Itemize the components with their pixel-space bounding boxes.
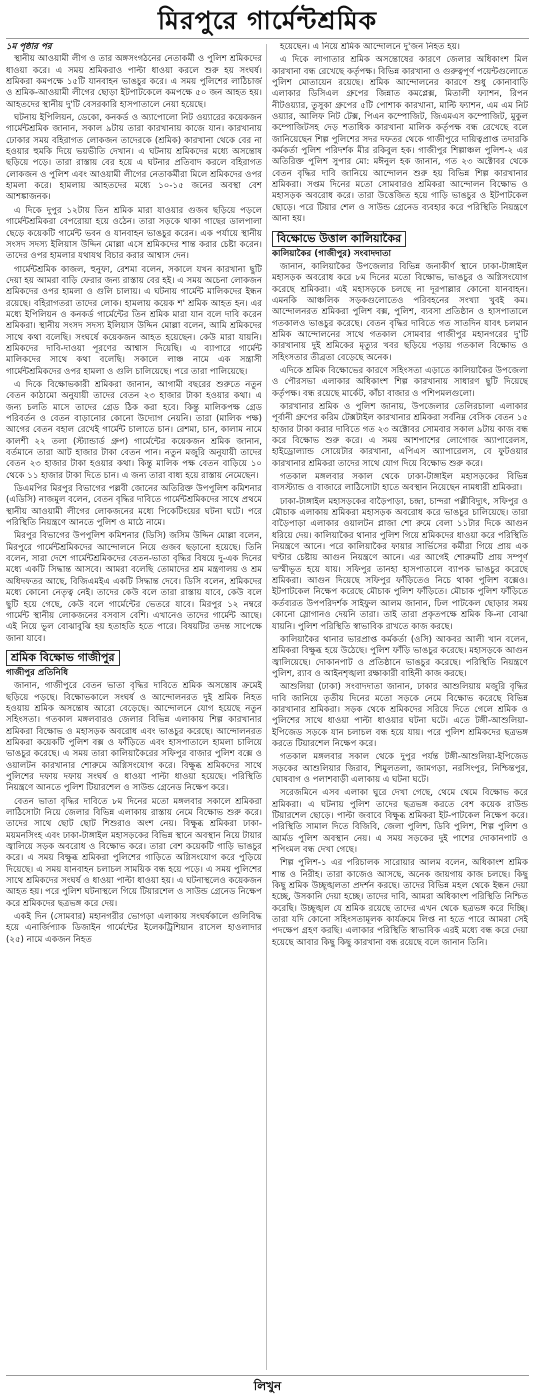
article-paragraph: কালিয়াকৈর থানার ভারপ্রাপ্ত কর্মকর্তা (ওসি) আকবর আলী খান বলেন, শ্রমিকরা বিক্ষুব্ধ হয়ে উঠেছে। পুলিশ ফাঁড়ি ভাঙচুর করেছে। মহাসড়কে আগুন জ্বালিয়েছে। দোকানপাট ও প্রতিষ্ঠানে ভাঙচুর করেছে। পরিস্থিতি নিয়ন্ত্রণে পুলিশ, র‍্যাব ও আইনশৃঙ্খলা রক্ষাকারী বাহিনী কাজ করছে। <box>272 634 528 679</box>
article-paragraph: এ দিকে লাগাতার শ্রমিক অসন্তোষের কারণে জেলার অধিকাংশ মিল কারখানা বন্ধ রেখেছে কর্তৃপক্ষ। বিভিন্ন কারখানা ও গুরুত্বপূর্ণ পয়েন্টগুলোতে পুলিশ মোতায়েন রয়েছে। শ্রমিক আন্দোলনের কারণে শুধু কোনাবাড়ি এলাকার ডিসিএল গ্রুপের জিন্নাত কমপ্লেক্স, মিতালী ফ্যাশন, রিপন নীটওয়্যার, তুসুকা গ্রুপের ৫টি পোশাক কারখানা, মাল্টি ফ্যাশন, এম এম নিট ওয়্যার, আলিফ নিট টেক্স, পিএন কম্পোজিট, জিএমএস কম্পোজিট, মুকুল কম্পোজিটসহ দেড় শতাধিক কারখানা মালিক কর্তৃপক্ষ বন্ধ রেখেছে বলে জানিয়েছেন শিল্প পুলিশের সদর দফতর থেকে গাজীপুরে দায়িত্বপ্রাপ্ত তদারকি কর্মকর্তা পুলিশ পরিদর্শক মীর রকিবুল হক। গাজীপুর শিল্পাঞ্চল পুলিশ-২ এর অতিরিক্ত পুলিশ সুপার মো: মঈনুল হক জানান, গত ২৩ অক্টোবর থেকে বেতন বৃদ্ধির দাবি জানিয়ে আন্দোলন শুরু হয় বিভিন্ন শিল্প কারখানার শ্রমিকরা। সপ্তম দিনের মতো সোমবারও শ্রমিকরা আন্দোলন বিক্ষোভ ও মহাসড়ক অবরোধ করে। তারা উত্তেজিত হয়ে গাড়ি ভাঙচুর ও ইটপাটকেল ছোড়ে। পরে টিয়ার শেল ও সাউন্ড গ্রেনেড ব্যবহার করে পরিস্থিতি নিয়ন্ত্রণে আনা হয়। <box>272 55 528 225</box>
article-paragraph: গতকাল মঙ্গলবার সকাল থেকে ঢাকা-টাঙ্গাইল মহাসড়কের বিভিন্ন বাসস্ট্যান্ড ও বাজারে লাঠিসোটা হাতে অবস্থান নিয়েছেন নামধারী শ্রমিকরা। <box>272 472 528 494</box>
byline-paragraph <box>6 668 262 679</box>
left-paragraphs-part1 <box>6 54 262 645</box>
article-paragraph: জানান, গাজীপুরে বেতন ভাতা বৃদ্ধির দাবিতে শ্রমিক অসন্তোষ ক্রমেই ছড়িয়ে পড়ছে। বিক্ষোভকালে সংঘর্ষ ও আন্দোলনরত দুই শ্রমিক নিহত হওয়ায় শ্রমিক অসন্তোষ আরো বেড়েছে। আন্দোলনে যোগ হয়েছে নতুন সহিংসতা। গতকাল মঙ্গলবারও জেলার বিভিন্ন এলাকায় শিল্প কারখানার শ্রমিকরা বিক্ষোভ ও মহাসড়ক অবরোধ এবং ভাঙচুর করেছে। আন্দোলনরত শ্রমিকরা কয়েকটি পুলিশ বক্স ও ফাঁড়িতে এবং হাসপাতালে হামলা চালিয়ে ভাঙচুর করেছে। এ সময় তারা কালিয়াকৈরের সফিপুর বাজার পুলিশ বক্সে ও ওয়ালটন কারখানার শোরুমে অগ্নিসংযোগ করে। বিক্ষুব্ধ শ্রমিকদের সাথে পুলিশের দফায় দফায় সংঘর্ষ ও ধাওয়া পাল্টা ধাওয়া হয়েছে। পরিস্থিতি নিয়ন্ত্রণে আনতে পুলিশ টিয়ারশেল ও সাউন্ড গ্রেনেড নিক্ষেপ করে। <box>6 681 262 794</box>
headline-banner <box>6 4 529 39</box>
section-subhead-gazipur: শ্রমিক বিক্ষোভ গাজীপুর <box>6 650 120 666</box>
right-paragraphs-part1 <box>272 42 528 226</box>
article-paragraph: একই দিন (সোমবার) মহানগরীর ভোগড়া এলাকায় সংঘর্ষকালে গুলিবিদ্ধ হয়ে এনার্জিপ্যাক ডিজাইন গার্মেন্টের ইলেকট্রিশিয়ান রাসেল হাওলাদার (২৫) নামে একজন নিহত <box>6 912 262 945</box>
footer-strip: লিখুন <box>6 1375 529 1396</box>
article-paragraph: শিল্প পুলিশ-১ এর পরিচালক সারোয়ার আলম বলেন, অধিকাংশ শ্রমিক শান্ত ও নিরীহ। তারা কাজেও আসছে, অনেক জায়গায় কাজ চলছে। কিছু কিছু শ্রমিক উচ্ছৃঙ্খলতা প্রদর্শন করছে। তাদের বিভিন্ন মহল থেকে ইন্ধন দেয়া হচ্ছে, উসকানি দেয়া হচ্ছে। তাদের দাবি, আমরা অধিকাংশ পরিস্থিতি নিশ্চিত করেছি। উচ্ছৃঙ্খল যে শ্রমিক রয়েছে তাদের এখন থেকে ছত্রভঙ্গ করে দিচ্ছি। তারা যদি কোনো সহিংসতামূলক কার্যক্রমে লিপ্ত না হতে পারে আমরা সেই পদক্ষেপ গ্রহণ করছি। এলাকার পরিস্থিতি স্বাভাবিক এরই মধ্যে বন্ধ করে দেয়া হয়েছে আবার কিছু কিছু কারখানা বন্ধ রয়েছে বলে জানান তিনি। <box>272 858 528 948</box>
article-paragraph: কারখানার শ্রমিক ও পুলিশ জানায়, উপজেলার তেলিরচালা এলাকার পূর্বানী গ্রুপের করিম টেক্সটাইল কারখানার শ্রমিকরা সর্বনিম্ন বেসিক বেতন ১৫ হাজার টাকা করার দাবিতে গত ২৩ অক্টোবর সোমবার সকাল ৯টায় কাজ বন্ধ করে বিক্ষোভ শুরু করে। এ সময় আশপাশের লোগোজ অ্যাপারেলস, হাইড্রোল্যান্ড সোয়েটার কারখানা, এপিএস অ্যাপারেলস, বে ফুটওয়ার কারখানার শ্রমিকরা তাদের সাথে যোগ দিয়ে বিক্ষোভ শুরু করে। <box>272 401 528 469</box>
article-paragraph: সরেজমিনে এসব এলাকা ঘুরে দেখা গেছে, থেমে থেমে বিক্ষোভ করে শ্রমিকরা। এ ঘটনায় পুলিশ তাদের ছত্রভঙ্গ করতে বেশ কয়েক রাউন্ড টিয়ারশেল ছোড়ে। পাল্টা জবাবে বিক্ষুব্ধ শ্রমিকরা ইট-পাটকেল নিক্ষেপ করে। পরিস্থিতি সামাল দিতে বিজিবি, জেলা পুলিশ, ডিবি পুলিশ, শিল্প পুলিশ ও আর্মড পুলিশ অবস্থান নেয়। এ সময় সড়কের দুই পাশের দোকানপাট ও শপিংমল বন্ধ দেখা গেছে। <box>272 788 528 856</box>
right-paragraphs-part2 <box>272 262 528 949</box>
byline-kaliakair: কালিয়াকৈর (গাজীপুর) সংবাদদাতা <box>272 248 392 259</box>
article-paragraph: হয়েছেন। এ নিয়ে শ্রমিক আন্দোলনে দু'জন নিহত হয়। <box>280 42 460 52</box>
left-paragraphs-part2 <box>6 681 262 946</box>
article-paragraph: এদিকে শ্রমিক বিক্ষোভের কারণে সহিংসতা এড়াতে কালিয়াকৈর উপজেলা ও পৌরসভা এলাকার অধিকাংশ শিল্প কারখানায় সাধারণ ছুটি দিয়েছে কর্তৃপক্ষ। বন্ধ রয়েছে মার্কেট, কাঁচা বাজার ও পশিপমলগুলো। <box>272 365 528 399</box>
article-paragraph: ঘটনায় ইপিলিয়ন, ডেকো, কনকর্ড ও অ্যাপোলো নিট ওয়্যারের কয়েকজন গার্মেন্টশ্রমিক জানান, সকাল ৯টায় তারা কারখানায় কাজে যান। কারখানায় ঢোকার সময় বহিরাগত লোকজন তাদেরকে (শ্রমিক) কারখানা থেকে বের না হওয়ার হুমকি দিয়ে ভয়ভীতি দেখান। এ ঘটনায় শ্রমিকদের মধ্যে অসন্তোষ ছড়িয়ে পড়ে। তারা রাস্তায় বের হয়ে এ ঘটনার প্রতিবাদ করলে বহিরাগত লোকজন ও পুলিশ এবং আওয়ামী লীগের নেতাকর্মীরা মিলে শ্রমিকদের ওপর হামলা করে। হামলায় আহতদের মধ্যে ১০-১৫ জনের অবস্থা বেশ আশঙ্কাজনক। <box>6 113 262 203</box>
article-paragraph: মিরপুর বিভাগের উপপুলিশ কমিশনার (ডিসি) জসিম উদ্দিন মোল্লা বলেন, মিরপুরে গার্মেন্টশ্রমিকদের আন্দোলনে নিয়ে গুজব ছড়ানো হয়েছে। তিনি বলেন, সারা দেশে গার্মেন্টশ্রমিকদের বেতন-ভাতা বৃদ্ধির বিষয়ে দু-এক দিনের মধ্যে একটি সিদ্ধান্ত আসবে। আমরা বলেছি তোমাদের শ্রম মন্ত্রণালয় ও শ্রম অধিদফতর আছে, বিজিএমইএ একটি সিদ্ধান্ত দেবে। ডিসি বলেন, শ্রমিকদের মধ্যে কোনো নেতৃত্ব নেই। তাদের কেউ বলে তারা রাস্তায় যাবে, কেউ বলে ছুটি হয়ে গেছে, কেউ বলে গার্মেন্টের ভেতরে যাবে। মিরপুর ১২ নম্বরে গার্মেন্ট স্থানীয় লোকজনের বসবাস বেশি। এখানেও তাদের গার্মেন্ট আছে। এই নিয়ে ভুল বোঝাবুঝি হয় হতাহতি হতে পারে। বিষয়টির তদন্ত সাপেক্ষে জানা যাবে। <box>6 531 262 644</box>
article-paragraph: গতকাল মঙ্গলবার সকাল থেকে দুপুর পর্যন্ত টঙ্গী-আশুলিয়া-ইপিজেড সড়কের আশুলিয়ার জিরাব, শিমুলতলা, জামগড়া, নরসিংপুর, নিশ্চিন্তপুর, ঘোষবাগ ও পলাশবাড়ী এলাকায় এ ঘটনা ঘটে। <box>272 752 528 785</box>
left-column <box>6 42 262 1372</box>
article-paragraph: এ দিকে দুপুর ১২টায় তিন শ্রমিক মারা যাওয়ার গুজব ছড়িয়ে পড়লে গার্মেন্টশ্রমিকরা বেপরোয়া হয়ে ওঠেন। তারা সড়কে থাকা গাছের ডালপালা ছেড়ে কয়েকটি গার্মেন্ট ভবন ও যানবাহন ভাঙচুর করেন। এক পর্যায়ে স্থানীয় সংসদ সদস্য ইলিয়াস উদ্দিন মোল্লা এসে শ্রমিকদের শান্ত করার চেষ্টা করেন। তাদের ওপর হামলার যথাযথ বিচার করার আশ্বাস দেন। <box>6 205 262 262</box>
article-paragraph: বেতন ভাতা বৃদ্ধির দাবিতে ৮ম দিনের মতো মঙ্গলবার সকালে শ্রমিকরা লাঠিসোটা নিয়ে জেলার বিভিন্ন এলাকায় রাস্তায় নেমে বিক্ষোভ শুরু করে। তাদের সাথে ছোট ছোট শিশুরাও অংশ নেয়। বিক্ষুব্ধ শ্রমিকরা ঢাকা-ময়মনসিংহ এবং ঢাকা-টাঙ্গাইল মহাসড়কের বিভিন্ন স্থানে অবস্থান নিয়ে টায়ার জ্বালিয়ে সড়ক অবরোধ ও বিক্ষোভ করে। তারা বেশ কয়েকটি গাড়ি ভাঙচুর করে। এ সময় বিক্ষুব্ধ শ্রমিকরা পুলিশের গাড়িতে অগ্নিসংযোগ করে পুড়িয়ে দিয়েছে। এ সময় যানবাহন চলাচল সাময়িক বন্ধ হয়ে পড়ে। এ সময় পুলিশের সাথে শ্রমিকদের সংঘর্ষ ও ধাওয়া পাল্টা ধাওয়া হয়। এ ঘটনাস্থলেও কয়েকজন আহত হয়। পরে পুলিশ ঘটনাস্থলে গিয়ে টিয়ারশেল ও সাউন্ড গ্রেনেড নিক্ষেপ করে শ্রমিকদের ছত্রভঙ্গ করে দেয়। <box>6 796 262 909</box>
article-paragraph: জানান, কালিয়াকৈর উপজেলার বিভিন্ন জনাকীর্ণ স্থানে ঢাকা-টাঙ্গাইল মহাসড়ক অবরোধ করে ৮ম দিনের মতো বিক্ষোভ, ভাঙচুর ও অগ্নিসংযোগ করেছে শ্রমিকরা। এই মহাসড়কে চলছে না দূরপাল্লার কোনো যানবাহন। এমনকি আঞ্চলিক সড়কগুলোতেও পরিবহনের সংখ্যা খুবই কম। আন্দোলনরত শ্রমিকরা পুলিশ বক্স, পুলিশ, ব্যবসা প্রতিষ্ঠান ও হাসপাতালে গতকালও ভাঙচুর করেছে। বেতন বৃদ্ধির দাবিতে গত সাতদিন যাবৎ চলমান শ্রমিক আন্দোলনের সাথে গতকাল সোমবার গাজীপুর মহানগরের দু'টি কারখানায় দুই শ্রমিকের মৃত্যুর খবর ছড়িয়ে পড়ায় গতকাল বিক্ষোভ ও সহিংসতার তীব্রতা বেড়েছে অনেক। <box>272 261 528 363</box>
article-paragraph: স্থানীয় আওয়ামী লীগ ও তার অঙ্গসংগঠনের নেতাকর্মী ও পুলিশ শ্রমিকদের ধাওয়া করে। এ সময় শ্রমিকরাও পাল্টা ধাওয়া করলে শুরু হয় সংঘর্ষ। শ্রমিকরা কমপক্ষে ১৫টি যানবাহন ভাঙচুর করে। এ সময় পুলিশের লাঠিচার্জ ও শ্রমিক-আওয়ামী লীগের ছোড়া ইটপাটকেলে কমপক্ষে ৫০ জন আহত হয়। আহতদের স্থানীয় দু'টি বেসরকারি হাসপাতালে নেয়া হয়েছে। <box>6 54 262 110</box>
continued-from-kicker: ১ম পৃষ্ঠার পর <box>6 42 52 52</box>
column-divider <box>266 44 267 1370</box>
byline-paragraph <box>272 249 528 260</box>
section-subhead-kaliakair: বিক্ষোভে উত্তাল কালিয়াকৈর <box>272 231 406 247</box>
right-column <box>272 42 528 1372</box>
article-paragraph: আশুলিয়া (ঢাকা) সংবাদদাতা জানান, ঢাকার আশুলিয়ায় মজুরি বৃদ্ধির দাবি জানিয়ে তৃতীয় দিনের মতো সড়কে নেমে বিক্ষোভ করেছে বিভিন্ন কারখানার শ্রমিকরা। সড়ক থেকে শ্রমিকদের সরিয়ে দিতে গেলে শ্রমিক ও পুলিশের সাথে ধাওয়া পাল্টা ধাওয়ার ঘটনা ঘটে। এতে টঙ্গী-আশুলিয়া-ইপিজেড সড়কে যান চলাচল বন্ধ হয়ে যায়। পরে পুলিশ শ্রমিকদের ছত্রভঙ্গ করতে টিয়ারশেল নিক্ষেপ করে। <box>272 682 528 749</box>
headline: মিরপুরে গার্মেন্টশ্রমিক <box>157 6 378 35</box>
article-paragraph: এ দিকে বিক্ষোভকারী শ্রমিকরা জানান, আগামী বছরের শুরুতে নতুন বেতন কাঠামো অনুযায়ী তাদের বেতন ২৩ হাজার টাকা হওয়ার কথা। এ জন্য চলতি মাসে তাদের গ্রেড ঠিক করা হবে। কিন্তু মালিকপক্ষ গ্রেড পরিবর্তন ও বেতন বাড়ানোর কোনো উদ্যোগ নেয়নি। তারা (মালিক পক্ষ) আগের বেতন বহাল রেখেই গার্মেন্ট চালাতে চান। রেশমা, চান, কালাম নামে কালশী ২২ তলা (স্ট্যান্ডার্ড গ্রুপ) গার্মেন্টের কয়েকজন শ্রমিক জানান, বর্তমানে তারা আট হাজার টাকা বেতন পান। নতুন মজুরি অনুযায়ী তাদের বেতন ২৩ হাজার টাকা হওয়ার কথা। কিন্তু মালিক পক্ষ বেতন বাড়িয়ে ১০ থেকে ১১ হাজার টাকা দিতে চান। এ জন্য তারা বাধ্য হয়ে রাস্তায় নেমেছেন। <box>6 379 262 481</box>
article-paragraph: ডিএমপির মিরপুর বিভাগের পল্লবী জোনের অতিরিক্ত উপপুলিশ কমিশনার (এডিসি) নাজমুল বলেন, বেতন বৃদ্ধির দাবিতে গার্মেন্টশ্রমিকদের সাথে প্রথমে স্থানীয় আওয়ামী লীগের লোকজনের মধ্যে পিকেটিংয়ের ঘটনা ঘটে। পরে পরিস্থিতি নিয়ন্ত্রণে আনতে পুলিশ ও মাঠে নামে। <box>6 484 262 529</box>
byline-gazipur: গাজীপুর প্রতিনিধি <box>6 667 69 678</box>
article-paragraph: গার্মেন্টশ্রমিক কাজল, হুনুফা, রেশমা বলেন, সকালে যখন কারখানা ছুটি দেয়া হয় আমরা বাড়ি ফেরার জন্য রাস্তায় বের হই। এ সময় অচেনা লোকজন শ্রমিকদের ওপর হামলা ও গুলি চালায়। এ ঘটনায় গার্মেন্ট মালিকদের ইন্ধন রয়েছে। বহিরাগতরা তাদের লোক। হামলায় কয়েক শ' শ্রমিক আহত হন। এর মধ্যে ইপিলিয়ন ও কনকর্ড গার্মেন্টের তিন শ্রমিক মারা যান বলে দাবি করেন শ্রমিকরা। স্থানীয় সংসদ সদস্য ইলিয়াস উদ্দিন মোল্লা বলেন, আমি শ্রমিকদের সাথে কথা বলেছি। সংঘর্ষে কয়েকজন আহত হয়েছেন। কেউ মারা যায়নি। শ্রমিকদের দাবি-দাওয়া পূরণের আশ্বাস দিয়েছি। এ ব্যাপারে গার্মেন্ট মালিকদের সাথে কথা বলেছি। সকালে লাঞ্চ নামে এক সন্ত্রাসী গার্মেন্টশ্রমিকদের ওপর হামলা ও গুলি চালিয়েছে। পরে তারা পালিয়েছে। <box>6 264 262 377</box>
article-paragraph: ঢাকা-টাঙ্গাইল মহাসড়কের বাড়ৈপাড়া, চন্দ্রা, চান্দরা পল্লীবিদ্যুৎ, সফিপুর ও মৌচাক এলাকায় শ্রমিকরা মহাসড়ক অবরোধ করে ভাঙচুর চালিয়েছে। তারা বাড়ৈপাড়া এলাকার ওয়ালটন প্লাজা শো রুমে বেলা ১১টার দিকে আগুন ধরিয়ে দেয়। কালিয়াকৈর থানার পুলিশ গিয়ে শ্রমিকদের ধাওয়া করে পরিস্থিতি নিয়ন্ত্রণে আনে। পরে কালিয়াকৈর ফায়ার সার্ভিসের কর্মীরা গিয়ে প্রায় এক ঘণ্টার চেষ্টায় আগুন নিয়ন্ত্রণে আনে। এর আগেই শোরুমটি প্রায় সম্পূর্ণ ভস্মীভূত হয়ে যায়। সফিপুর তানহা হাসপাতালে ব্যাপক ভাঙচুর করেছে শ্রমিকরা। আগুন দিয়েছে সফিপুর ফাঁড়িতেও নিচে থাকা পুলিশ বক্সেও। ইটপাটকেল নিক্ষেপ করেছে মৌচাক পুলিশ ফাঁড়িতে। মৌচাক পুলিশ ফাঁড়িতে কর্তব্যরত উপপরিদর্শক সাইফুল আলম জানান, ঢিল পাটকেল ছোড়ার সময় কোনো স্লোগানও দেয়নি তারা। তাই তারা প্রকৃতপক্ষে শ্রমিক কি-না বোঝা যায়নি। পুলিশ পরিস্থিতি স্বাভাবিক রাখতে কাজ করছে। <box>272 496 528 632</box>
